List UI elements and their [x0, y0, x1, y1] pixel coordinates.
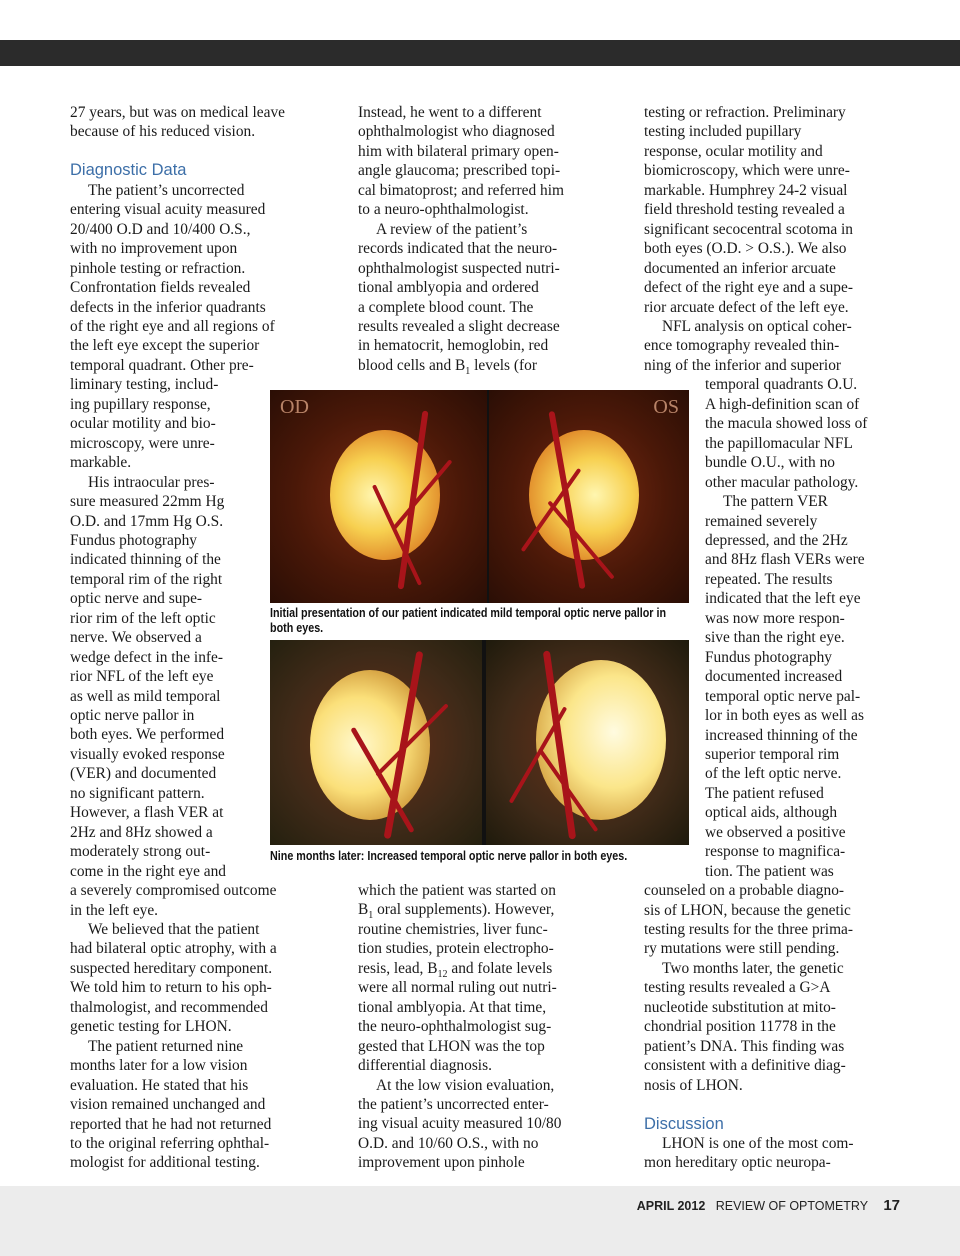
text-line: gested that LHON was the top [358, 1037, 545, 1055]
text-line: months later for a low vision [70, 1057, 248, 1075]
text-line: had bilateral optic atrophy, with a [70, 940, 277, 958]
text-line: ing pupillary response, [70, 395, 211, 413]
label-os: OS [653, 396, 679, 418]
text-line: in the left eye. [70, 901, 159, 919]
text-line: superior temporal rim [705, 745, 840, 763]
text-line: The patient refused [705, 784, 824, 802]
text-line: which the patient was started on [358, 882, 556, 899]
text-line: both eyes. We performed [70, 726, 225, 744]
text-line: ophthalmologist suspected nutri- [358, 259, 560, 277]
text-line: tion. The patient was [705, 862, 834, 880]
text-line: consistent with a definitive diag- [644, 1057, 846, 1075]
text-line: markable. [70, 454, 132, 472]
text-line: rior rim of the left optic [70, 609, 216, 627]
text-line: other macular pathology. [705, 473, 859, 491]
text-line: markable. Humphrey 24-2 visual [644, 181, 848, 199]
text-line: ophthalmologist who diagnosed [358, 123, 555, 141]
text-line: lor in both eyes as well as [705, 707, 865, 725]
text-line: repeated. The results [705, 570, 833, 588]
caption-figure-1: Initial presentation of our patient indicated mild temporal optic nerve pallor in both eyes. [270, 606, 667, 635]
text-line: increased thinning of the [705, 726, 858, 744]
text-line: However, a flash VER at [70, 804, 224, 822]
text-line: (VER) and documented [70, 765, 217, 783]
text-line: 27 years, but was on medical leave [70, 104, 285, 121]
text-line: significant secocentral scotoma in [644, 220, 853, 238]
text-line: in hematocrit, hemoglobin, red [358, 337, 549, 355]
text-line: sis of LHON, because the genetic [644, 901, 851, 919]
text-line: field threshold testing revealed a [644, 201, 845, 219]
text-line: sive than the right eye. [705, 629, 845, 647]
text-line: thalmologist, and recommended [70, 998, 268, 1016]
text-line: Fundus photography [705, 648, 832, 666]
column-2-top [358, 103, 608, 375]
text-line: mologist for additional testing. [70, 1154, 260, 1172]
text-line: a complete blood count. The [358, 298, 534, 316]
text-line: defects in the inferior quadrants [70, 298, 266, 316]
text-line: rior NFL of the left eye [70, 668, 214, 686]
text-line: temporal rim of the right [70, 570, 223, 588]
text-line: records indicated that the neuro- [358, 240, 558, 258]
text-line: ing visual acuity measured 10/80 [358, 1115, 562, 1133]
text-line: patient’s DNA. This finding was [644, 1037, 845, 1055]
text-line: liminary testing, includ- [70, 376, 219, 394]
text-line: a severely compromised outcome [70, 882, 277, 900]
text-line: remained severely [705, 512, 818, 530]
text-line: as well as mild temporal [70, 687, 221, 705]
text-line: tional amblyopia and ordered [358, 279, 539, 297]
fundus-photo-nine-months [270, 640, 689, 845]
page-footer [637, 1197, 900, 1214]
text-line: We told him to return to his oph- [70, 979, 272, 997]
text-line: chondrial position 11778 in the [644, 1018, 836, 1036]
text-line: angle glaucoma; prescribed topi- [358, 162, 561, 180]
text-line: bundle O.U., with no [705, 454, 835, 472]
footer-journal: REVIEW OF OPTOMETRY [715, 1199, 868, 1213]
text-line: ence tomography revealed thin- [644, 337, 840, 355]
label-od: OD [280, 396, 309, 418]
text-line: testing included pupillary [644, 123, 802, 141]
fundus-od-later [270, 640, 482, 845]
text-line: $B_1$ oral supplements). However, [358, 901, 555, 922]
text-line: 20/400 O.D and 10/400 O.S., [70, 220, 251, 238]
text-line: vision remained unchanged and [70, 1096, 266, 1114]
text-line: the macula showed loss of [705, 415, 868, 433]
text-line: depressed, and the 2Hz [705, 531, 848, 549]
text-line: counseled on a probable diagno- [644, 882, 845, 900]
text-line: moderately strong out- [70, 843, 211, 861]
text-line: nucleotide substitution at mito- [644, 998, 836, 1016]
text-line: LHON is one of the most com- [662, 1135, 854, 1152]
text-line: sure measured 22mm Hg [70, 493, 225, 511]
text-line: the neuro-ophthalmologist sug- [358, 1018, 552, 1036]
text-line: wedge defect in the infe- [70, 648, 223, 666]
caption-figure-2: Nine months later: Increased temporal optic nerve pallor in both eyes. [270, 849, 628, 863]
text-line: At the low vision evaluation, [376, 1076, 555, 1094]
text-line: The patient’s uncorrected [88, 181, 245, 199]
text-line: resis, lead, $B_{12}$ and folate levels [358, 959, 553, 980]
fundus-photo-initial [270, 390, 689, 603]
fundus-os-initial [489, 390, 689, 603]
text-line: Instead, he went to a different [358, 104, 542, 121]
text-line: temporal quadrants O.U. [705, 376, 858, 394]
text-line: ocular motility and bio- [70, 415, 216, 433]
text-line: were all normal ruling out nutri- [358, 979, 557, 997]
text-line: Two months later, the genetic [662, 959, 844, 977]
fundus-os-later [486, 640, 689, 845]
text-line: blood cells and $B_1$ levels (for [358, 356, 537, 377]
heading-discussion: Discussion [644, 1114, 724, 1133]
text-line: We believed that the patient [88, 921, 260, 939]
text-line: of the right eye and all regions of [70, 317, 275, 335]
text-line: testing results revealed a G>A [644, 979, 831, 997]
text-line: ry mutations were still pending. [644, 940, 840, 958]
text-line: no significant pattern. [70, 784, 205, 802]
header-band [0, 40, 960, 66]
text-line: to the original referring ophthal- [70, 1135, 270, 1152]
text-line: because of his reduced vision. [70, 123, 256, 141]
text-line: the left eye except the superior [70, 337, 260, 355]
text-line: with no improvement upon [70, 240, 238, 258]
text-line: optical aids, although [705, 804, 838, 822]
text-line: indicated thinning of the [70, 551, 221, 569]
text-line: and 8Hz flash VERs were [705, 551, 865, 569]
text-line: suspected hereditary component. [70, 959, 273, 977]
text-line: O.D. and 10/60 O.S., with no [358, 1134, 539, 1152]
text-line: testing results for the three prima- [644, 921, 853, 939]
text-line: nerve. We observed a [70, 629, 202, 647]
text-line: microscopy, were unre- [70, 434, 215, 452]
text-line: mon hereditary optic neuropa- [644, 1154, 831, 1172]
text-line: biomicroscopy, which were unre- [644, 162, 850, 180]
text-line: response to magnifica- [705, 843, 846, 861]
text-line: A high-definition scan of [705, 395, 860, 413]
text-line: NFL analysis on optical coher- [662, 317, 852, 335]
text-line: of the left optic nerve. [705, 765, 842, 783]
heading-diagnostic-data: Diagnostic Data [70, 161, 187, 180]
column-3 [644, 103, 894, 1173]
text-line: testing or refraction. Preliminary [644, 104, 846, 121]
text-line: His intraocular pres- [88, 473, 215, 491]
text-line: The patient returned nine [88, 1037, 244, 1055]
text-line: the patient’s uncorrected enter- [358, 1095, 549, 1113]
text-line: tional amblyopia. At that time, [358, 998, 547, 1016]
text-line: entering visual acuity measured [70, 201, 266, 219]
text-line: documented increased [705, 668, 843, 686]
text-line: The pattern VER [723, 493, 828, 511]
column-2-bottom [358, 881, 608, 1173]
text-line: optic nerve pallor in [70, 707, 195, 725]
text-line: results revealed a slight decrease [358, 317, 560, 335]
text-line: was now more respon- [705, 609, 845, 627]
text-line: optic nerve and supe- [70, 590, 203, 608]
text-line: tion studies, protein electropho- [358, 940, 554, 958]
text-line: we observed a positive [705, 823, 846, 841]
top-margin [0, 0, 960, 40]
page-number: 17 [883, 1197, 900, 1214]
text-line: improvement upon pinhole [358, 1154, 525, 1172]
text-line: defect of the right eye and a supe- [644, 279, 853, 297]
text-line: both eyes (O.D. > O.S.). We also [644, 240, 847, 258]
text-line: ning of the inferior and superior [644, 356, 842, 374]
text-line: cal bimatoprost; and referred him [358, 181, 564, 199]
text-line: nosis of LHON. [644, 1076, 743, 1094]
footer-date: APRIL 2012 [636, 1199, 706, 1213]
text-line: differential diagnosis. [358, 1057, 492, 1075]
text-line: reported that he had not returned [70, 1115, 272, 1133]
text-line: Confrontation fields revealed [70, 279, 251, 297]
text-line: the papillomacular NFL [705, 434, 853, 452]
text-line: visually evoked response [70, 745, 225, 763]
text-line: response, ocular motility and [644, 142, 823, 160]
column-1 [70, 103, 320, 1173]
text-line: rior arcuate defect of the left eye. [644, 298, 849, 316]
text-line: to a neuro-ophthalmologist. [358, 201, 529, 219]
text-line: come in the right eye and [70, 862, 226, 880]
fundus-od-initial [270, 390, 487, 603]
text-line: temporal optic nerve pal- [705, 687, 861, 705]
text-line: routine chemistries, liver func- [358, 920, 548, 938]
text-line: evaluation. He stated that his [70, 1076, 249, 1094]
text-line: O.D. and 17mm Hg O.S. [70, 512, 224, 530]
text-line: temporal quadrant. Other pre- [70, 356, 254, 374]
text-line: 2Hz and 8Hz showed a [70, 823, 213, 841]
text-line: indicated that the left eye [705, 590, 861, 608]
text-line: genetic testing for LHON. [70, 1018, 232, 1036]
text-line: A review of the patient’s [376, 220, 528, 238]
text-line: documented an inferior arcuate [644, 259, 836, 277]
text-line: him with bilateral primary open- [358, 142, 559, 160]
text-line: pinhole testing or refraction. [70, 259, 246, 277]
text-line: Fundus photography [70, 531, 197, 549]
